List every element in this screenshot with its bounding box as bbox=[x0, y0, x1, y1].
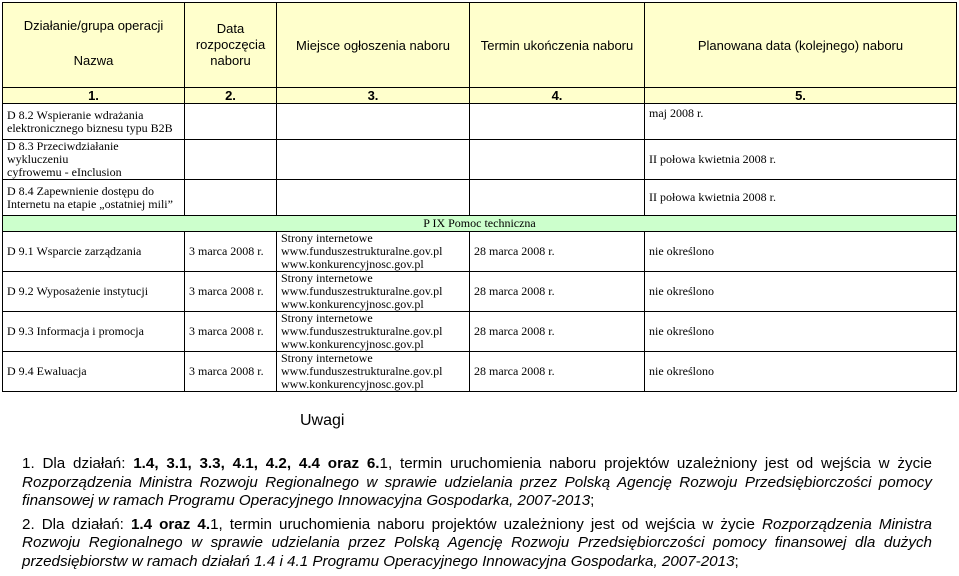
place-cell bbox=[277, 180, 470, 216]
place-line: www.konkurencyjnosc.gov.pl bbox=[281, 377, 424, 391]
action-name-cell bbox=[3, 104, 185, 140]
note-bold: 1.4 oraz 4. bbox=[130, 515, 211, 533]
place-line: www.funduszestrukturalne.gov.pl bbox=[281, 364, 443, 378]
start-date-cell: 3 marca 2008 r. bbox=[185, 312, 277, 352]
table-row bbox=[3, 140, 957, 180]
start-date-cell bbox=[185, 140, 277, 180]
action-name-line: D 8.3 Przeciwdziałanie wykluczeniu bbox=[7, 139, 119, 166]
place-line: www.konkurencyjnosc.gov.pl bbox=[281, 257, 424, 271]
planned-date-cell: maj 2008 r. bbox=[645, 104, 957, 140]
start-date-cell: 3 marca 2008 r. bbox=[185, 352, 277, 392]
start-date-cell bbox=[185, 104, 277, 140]
planned-date-cell: nie określono bbox=[645, 232, 957, 272]
end-date-cell bbox=[470, 180, 645, 216]
note-italic: Rozporządzenia Ministra Rozwoju Regionalnego w sprawie udzielania przez Polską Agencję Rozwoju Przedsiębiorczości pomocy finansowej dla dużych przedsiębiorstw w ramach działań 1.4 i 4.1 Programu Operacyjnego Innowacyjna Gospodarka, 2007-2013 bbox=[22, 515, 932, 570]
action-name-line: Internetu na etapie „ostatniej mili” bbox=[7, 196, 173, 211]
header-start-line: Data bbox=[216, 21, 245, 36]
action-name-line: cyfrowemu - eInclusion bbox=[7, 165, 122, 179]
note-prefix: 2. Dla działań: bbox=[22, 515, 131, 533]
column-number: 4. bbox=[470, 88, 645, 104]
note-text: 1, termin uruchomienia naboru projektów uzależniony jest od wejścia w życie bbox=[210, 515, 763, 533]
action-name-cell: D 9.1 Wsparcie zarządzania bbox=[3, 232, 185, 272]
place-cell bbox=[277, 352, 470, 392]
place-cell bbox=[277, 104, 470, 140]
planned-date-cell: nie określono bbox=[645, 312, 957, 352]
place-line: www.konkurencyjnosc.gov.pl bbox=[281, 337, 424, 351]
table-row bbox=[3, 312, 957, 352]
note-prefix: 1. Dla działań: bbox=[22, 455, 134, 472]
column-number: 1. bbox=[3, 88, 185, 104]
place-line: Strony internetowe bbox=[281, 311, 373, 325]
note-item bbox=[22, 516, 932, 572]
notes-list bbox=[22, 455, 932, 576]
header-start-line: naboru bbox=[210, 53, 251, 68]
header-name-label: Nazwa bbox=[73, 53, 114, 68]
column-number-row bbox=[3, 88, 957, 104]
column-number: 2. bbox=[185, 88, 277, 104]
header-start-line: rozpoczęcia bbox=[195, 37, 266, 52]
action-name-line: D 8.2 Wspieranie wdrażania bbox=[7, 107, 144, 122]
header-row bbox=[3, 3, 957, 88]
place-line: Strony internetowe bbox=[281, 231, 373, 245]
action-name-cell bbox=[3, 180, 185, 216]
place-cell bbox=[277, 312, 470, 352]
end-date-cell: 28 marca 2008 r. bbox=[470, 272, 645, 312]
end-date-cell bbox=[470, 140, 645, 180]
header-action-cell bbox=[3, 3, 185, 88]
action-name-cell: D 9.2 Wyposażenie instytucji bbox=[3, 272, 185, 312]
start-date-cell: 3 marca 2008 r. bbox=[185, 232, 277, 272]
note-item bbox=[22, 455, 932, 511]
planned-date-cell: II połowa kwietnia 2008 r. bbox=[645, 140, 957, 180]
action-name-line: elektronicznego biznesu typu B2B bbox=[7, 120, 173, 135]
place-cell bbox=[277, 232, 470, 272]
planned-date-cell: II połowa kwietnia 2008 r. bbox=[645, 180, 957, 216]
note-italic: Rozporządzenia Ministra Rozwoju Regionalnego w sprawie udzielania przez Polską Agencję Rozwoju Przedsiębiorczości pomocy finansowej w ramach Programu Operacyjnego Innowacyjna Gospodarka, 2007-2013 bbox=[22, 473, 932, 509]
table-row bbox=[3, 232, 957, 272]
table-row bbox=[3, 180, 957, 216]
header-action-title: Działanie/grupa operacji bbox=[23, 18, 164, 33]
place-line: www.funduszestrukturalne.gov.pl bbox=[281, 324, 443, 338]
notes-title: Uwagi bbox=[300, 412, 345, 429]
note-end: ; bbox=[734, 552, 739, 570]
place-cell bbox=[277, 140, 470, 180]
start-date-cell bbox=[185, 180, 277, 216]
place-line: www.konkurencyjnosc.gov.pl bbox=[281, 297, 424, 311]
place-line: www.funduszestrukturalne.gov.pl bbox=[281, 284, 443, 298]
schedule-table bbox=[2, 2, 957, 392]
place-line: Strony internetowe bbox=[281, 351, 373, 365]
start-date-cell: 3 marca 2008 r. bbox=[185, 272, 277, 312]
place-cell bbox=[277, 272, 470, 312]
header-planned-date: Planowana data (kolejnego) naboru bbox=[645, 3, 957, 88]
header-end-date: Termin ukończenia naboru bbox=[470, 3, 645, 88]
table-row bbox=[3, 104, 957, 140]
note-text: 1, termin uruchomienia naboru projektów uzależniony jest od wejścia w życie bbox=[379, 455, 932, 472]
action-name-cell bbox=[3, 140, 185, 180]
action-name-cell: D 9.4 Ewaluacja bbox=[3, 352, 185, 392]
table-row bbox=[3, 272, 957, 312]
table-row bbox=[3, 352, 957, 392]
section-row bbox=[3, 216, 957, 232]
planned-date-cell: nie określono bbox=[645, 272, 957, 312]
note-bold: 1.4, 3.1, 3.3, 4.1, 4.2, 4.4 oraz 6. bbox=[133, 455, 380, 472]
end-date-cell: 28 marca 2008 r. bbox=[470, 232, 645, 272]
end-date-cell bbox=[470, 104, 645, 140]
place-line: Strony internetowe bbox=[281, 271, 373, 285]
header-place: Miejsce ogłoszenia naboru bbox=[277, 3, 470, 88]
section-title: P IX Pomoc techniczna bbox=[3, 216, 957, 232]
action-name-line: D 8.4 Zapewnienie dostępu do bbox=[7, 183, 154, 198]
header-start-date bbox=[185, 3, 277, 88]
end-date-cell: 28 marca 2008 r. bbox=[470, 352, 645, 392]
place-line: www.funduszestrukturalne.gov.pl bbox=[281, 244, 443, 258]
column-number: 5. bbox=[645, 88, 957, 104]
note-end: ; bbox=[590, 492, 595, 509]
column-number: 3. bbox=[277, 88, 470, 104]
planned-date-cell: nie określono bbox=[645, 352, 957, 392]
end-date-cell: 28 marca 2008 r. bbox=[470, 312, 645, 352]
action-name-cell: D 9.3 Informacja i promocja bbox=[3, 312, 185, 352]
